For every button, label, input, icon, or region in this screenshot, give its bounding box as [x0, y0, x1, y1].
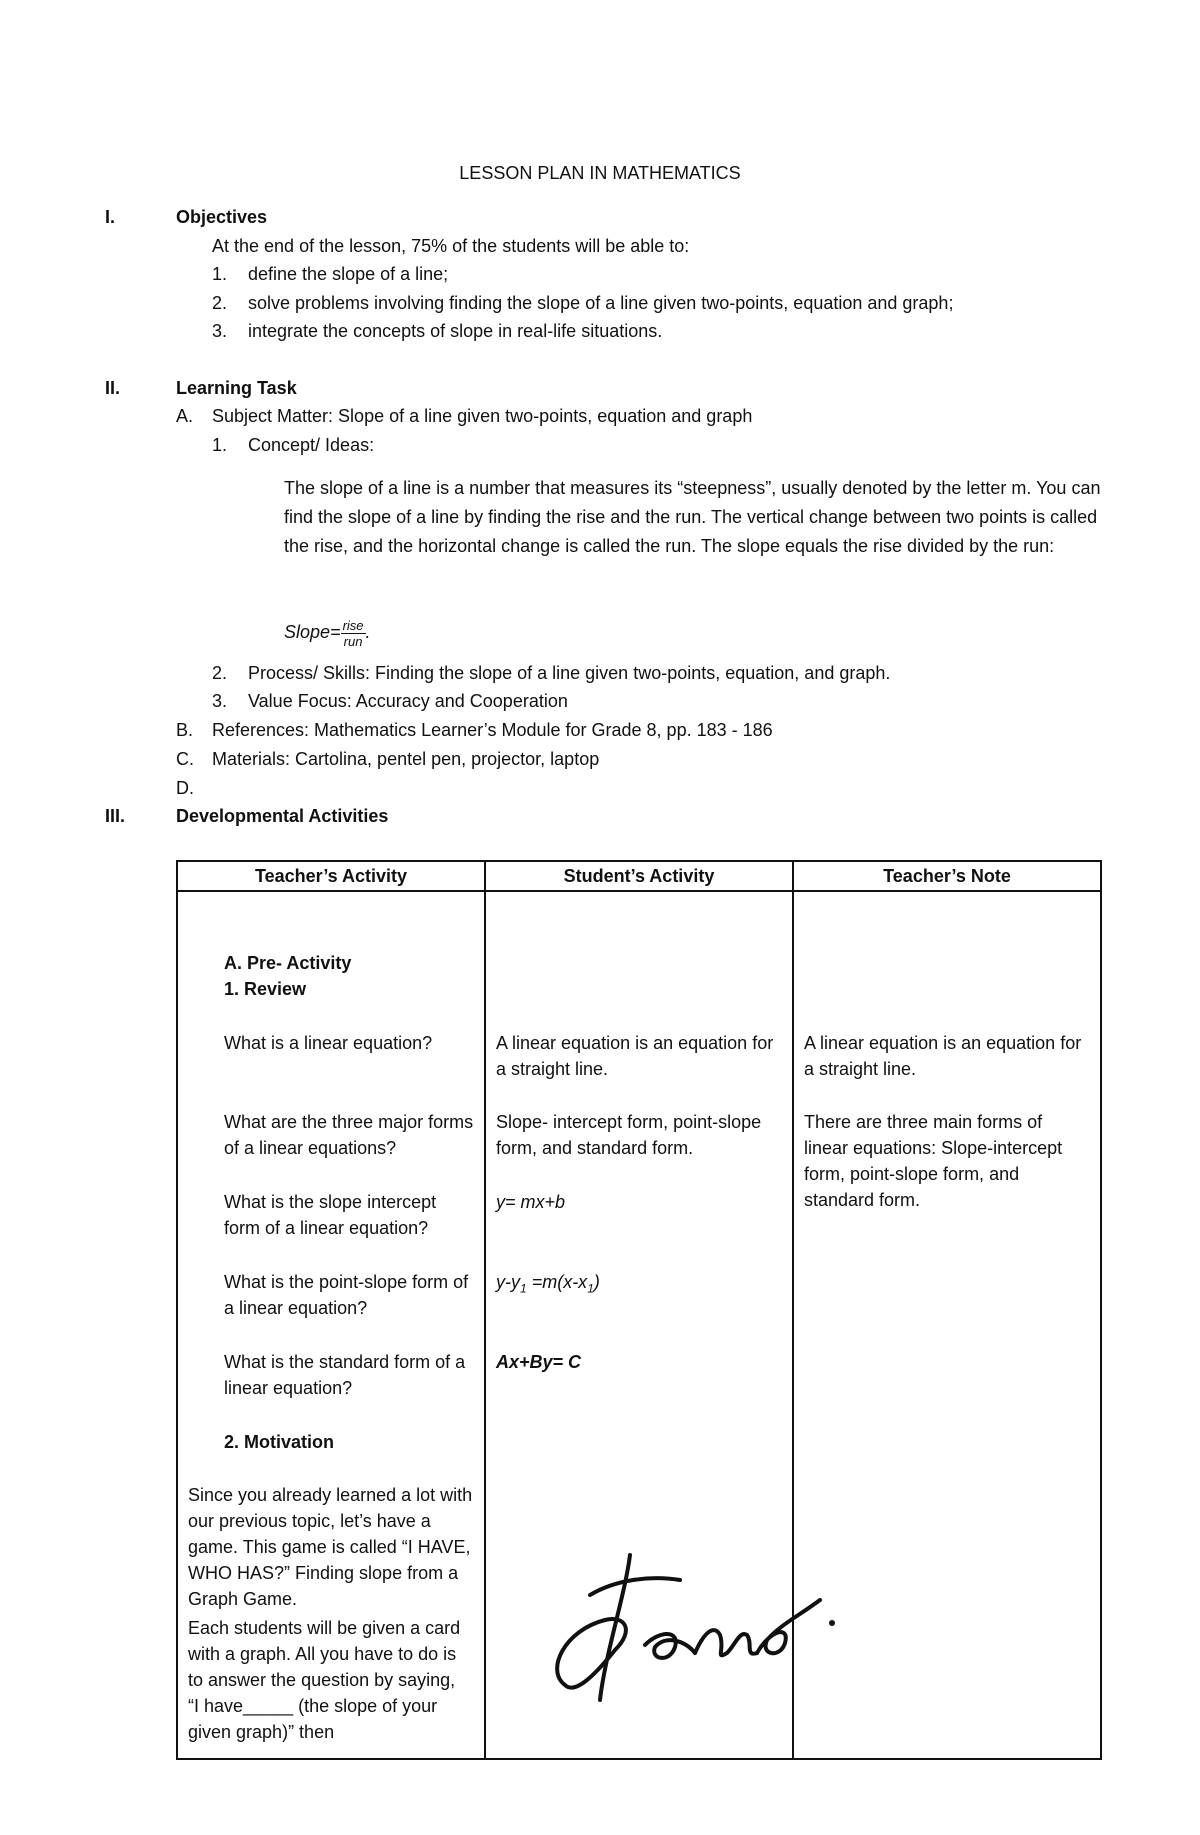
- pre-activity-heading: A. Pre- Activity: [224, 953, 352, 973]
- subsection-label: D.: [176, 778, 194, 798]
- section-heading-developmental: Developmental Activities: [176, 806, 389, 826]
- formula-denominator: run: [343, 633, 363, 649]
- note-text: A linear equation is an equation for a straight line.: [804, 1033, 1082, 1079]
- materials: Materials: Cartolina, pentel pen, projector, laptop: [212, 749, 600, 769]
- question-text: What are the three major forms of a linear equations?: [224, 1112, 474, 1158]
- note-text: There are three main forms of linear equations: Slope-intercept form, point-slope form, and standard form.: [804, 1112, 1063, 1210]
- subsection-label: C.: [176, 749, 194, 769]
- subscript: 1: [520, 1281, 527, 1296]
- objective-text: define the slope of a line;: [248, 264, 449, 284]
- slope-formula: [284, 612, 371, 652]
- objective-text: integrate the concepts of slope in real-life situations.: [248, 321, 663, 341]
- section-heading-objectives: Objectives: [176, 207, 268, 227]
- objective-number: 3.: [212, 321, 228, 341]
- subject-matter: Subject Matter: Slope of a line given two-points, equation and graph: [212, 406, 753, 426]
- concept-label: Concept/ Ideas:: [248, 435, 375, 455]
- subsection-label: B.: [176, 720, 194, 740]
- column-header: Teacher’s Note: [793, 861, 1101, 891]
- page-title: LESSON PLAN IN MATHEMATICS: [459, 163, 741, 183]
- answer-text: A linear equation is an equation for a straight line.: [496, 1033, 774, 1079]
- process-skills: Process/ Skills: Finding the slope of a line given two-points, equation, and graph.: [248, 663, 891, 683]
- formula-part: =m(x-x: [526, 1272, 588, 1292]
- objective-text: solve problems involving finding the slope of a line given two-points, equation and graph;: [248, 293, 954, 313]
- objective-number: 1.: [212, 264, 228, 284]
- formula-lhs: Slope=: [284, 622, 341, 642]
- references: References: Mathematics Learner’s Module for Grade 8, pp. 183 - 186: [212, 720, 773, 740]
- column-header: Student’s Activity: [485, 861, 793, 891]
- section-heading-learning: Learning Task: [176, 378, 297, 398]
- objective-number: 2.: [212, 293, 228, 313]
- process-number: 2.: [212, 663, 228, 683]
- question-text: What is the standard form of a linear equation?: [224, 1352, 466, 1398]
- formula-end: .: [365, 622, 371, 642]
- concept-number: 1.: [212, 435, 228, 455]
- column-header: Teacher’s Activity: [177, 861, 485, 891]
- question-text: What is the point-slope form of a linear equation?: [224, 1272, 469, 1318]
- concept-paragraph: The slope of a line is a number that measures its “steepness”, usually denoted by the letter m. You can find the slope of a line by finding the rise and the run. The vertical change between two points is called the rise, and the horizontal change is called the run. The slope equals the rise divided by the run:: [284, 478, 1101, 556]
- subscript: 1: [587, 1281, 594, 1296]
- table-header-row: [177, 861, 1101, 891]
- formula-part: ): [593, 1272, 600, 1292]
- answer-formula: Ax+By= C: [496, 1352, 582, 1372]
- teacher-activity-cell: [177, 891, 485, 1759]
- section-number-learning: II.: [105, 378, 121, 398]
- motivation-paragraph: Each students will be given a card with a graph. All you have to do is to answer the question by saying, “I have_____ (the slope of your given graph)” then: [188, 1618, 461, 1742]
- formula-fraction: [341, 618, 366, 649]
- formula-part: y-y: [496, 1272, 520, 1292]
- value-focus: Value Focus: Accuracy and Cooperation: [248, 691, 568, 711]
- section-number-objectives: I.: [105, 207, 116, 227]
- answer-text: Slope- intercept form, point-slope form, and standard form.: [496, 1112, 762, 1158]
- answer-formula: y= mx+b: [496, 1192, 566, 1212]
- section-number-developmental: III.: [105, 806, 126, 826]
- formula-numerator: rise: [342, 617, 364, 633]
- subsection-label: A.: [176, 406, 194, 426]
- signature-icon: [535, 1535, 845, 1705]
- motivation-heading: 2. Motivation: [224, 1432, 335, 1452]
- value-number: 3.: [212, 691, 228, 711]
- review-heading: 1. Review: [224, 979, 307, 999]
- question-text: What is the slope intercept form of a linear equation?: [224, 1192, 437, 1238]
- question-text: What is a linear equation?: [224, 1033, 433, 1053]
- objectives-intro: At the end of the lesson, 75% of the students will be able to:: [212, 236, 690, 256]
- motivation-paragraph: Since you already learned a lot with our previous topic, let’s have a game. This game is called “I HAVE, WHO HAS?” Finding slope from a Graph Game.: [188, 1485, 473, 1609]
- answer-formula: [496, 1269, 786, 1302]
